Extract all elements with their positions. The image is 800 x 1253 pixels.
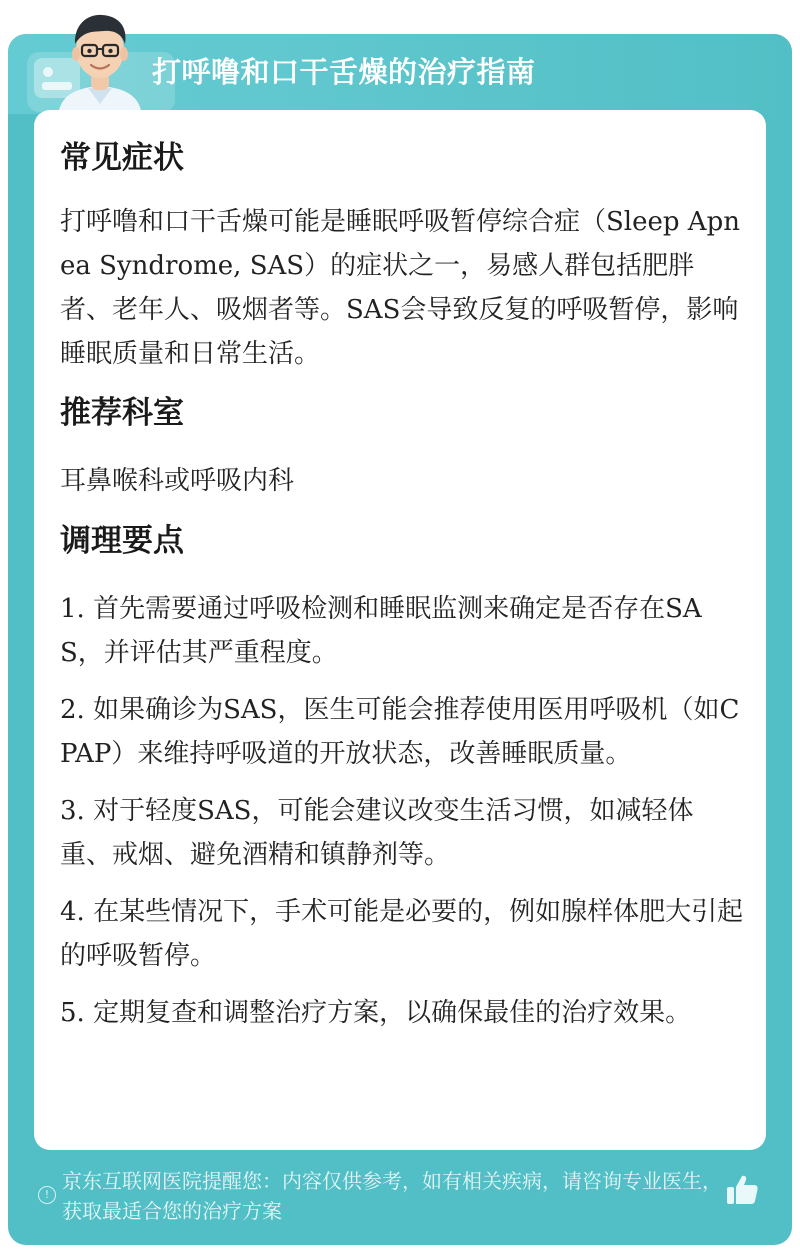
department-text: 耳鼻喉科或呼吸内科 <box>60 466 295 496</box>
list-item: 3. 对于轻度SAS，可能会建议改变生活习惯，如减轻体重、戒烟、避免酒精和镇静剂等。 <box>60 796 694 870</box>
list-item: 4. 在某些情况下，手术可能是必要的，例如腺样体肥大引起的呼吸暂停。 <box>60 897 744 971</box>
info-icon: ! <box>38 1186 56 1204</box>
section-title-symptoms: 常见症状 <box>60 140 184 176</box>
page-title: 打呼噜和口干舌燥的治疗指南 <box>152 55 536 89</box>
list-item: 5. 定期复查和调整治疗方案，以确保最佳的治疗效果。 <box>60 998 692 1028</box>
footer-notice: 京东互联网医院提醒您：内容仅供参考，如有相关疾病，请咨询专业医生，获取最适合您的治疗方案 <box>62 1169 722 1223</box>
symptoms-text: 打呼噜和口干舌燥可能是睡眠呼吸暂停综合症（Sleep Apnea Syndrome, SAS）的症状之一，易感人群包括肥胖者、老年人、吸烟者等。SAS会导致反复的呼吸暂停，影响睡眠质量和日常生活。 <box>60 207 740 369</box>
list-item: 2. 如果确诊为SAS，医生可能会推荐使用医用呼吸机（如CPAP）来维持呼吸道的开放状态，改善睡眠质量。 <box>60 695 740 769</box>
section-title-care: 调理要点 <box>60 523 184 559</box>
list-item: 1. 首先需要通过呼吸检测和睡眠监测来确定是否存在SAS，并评估其严重程度。 <box>60 594 702 668</box>
thumbs-up-icon[interactable] <box>724 1172 760 1208</box>
content-area <box>60 130 744 1035</box>
care-list <box>60 587 744 1035</box>
section-title-department: 推荐科室 <box>60 395 184 431</box>
doctor-avatar <box>44 4 156 116</box>
